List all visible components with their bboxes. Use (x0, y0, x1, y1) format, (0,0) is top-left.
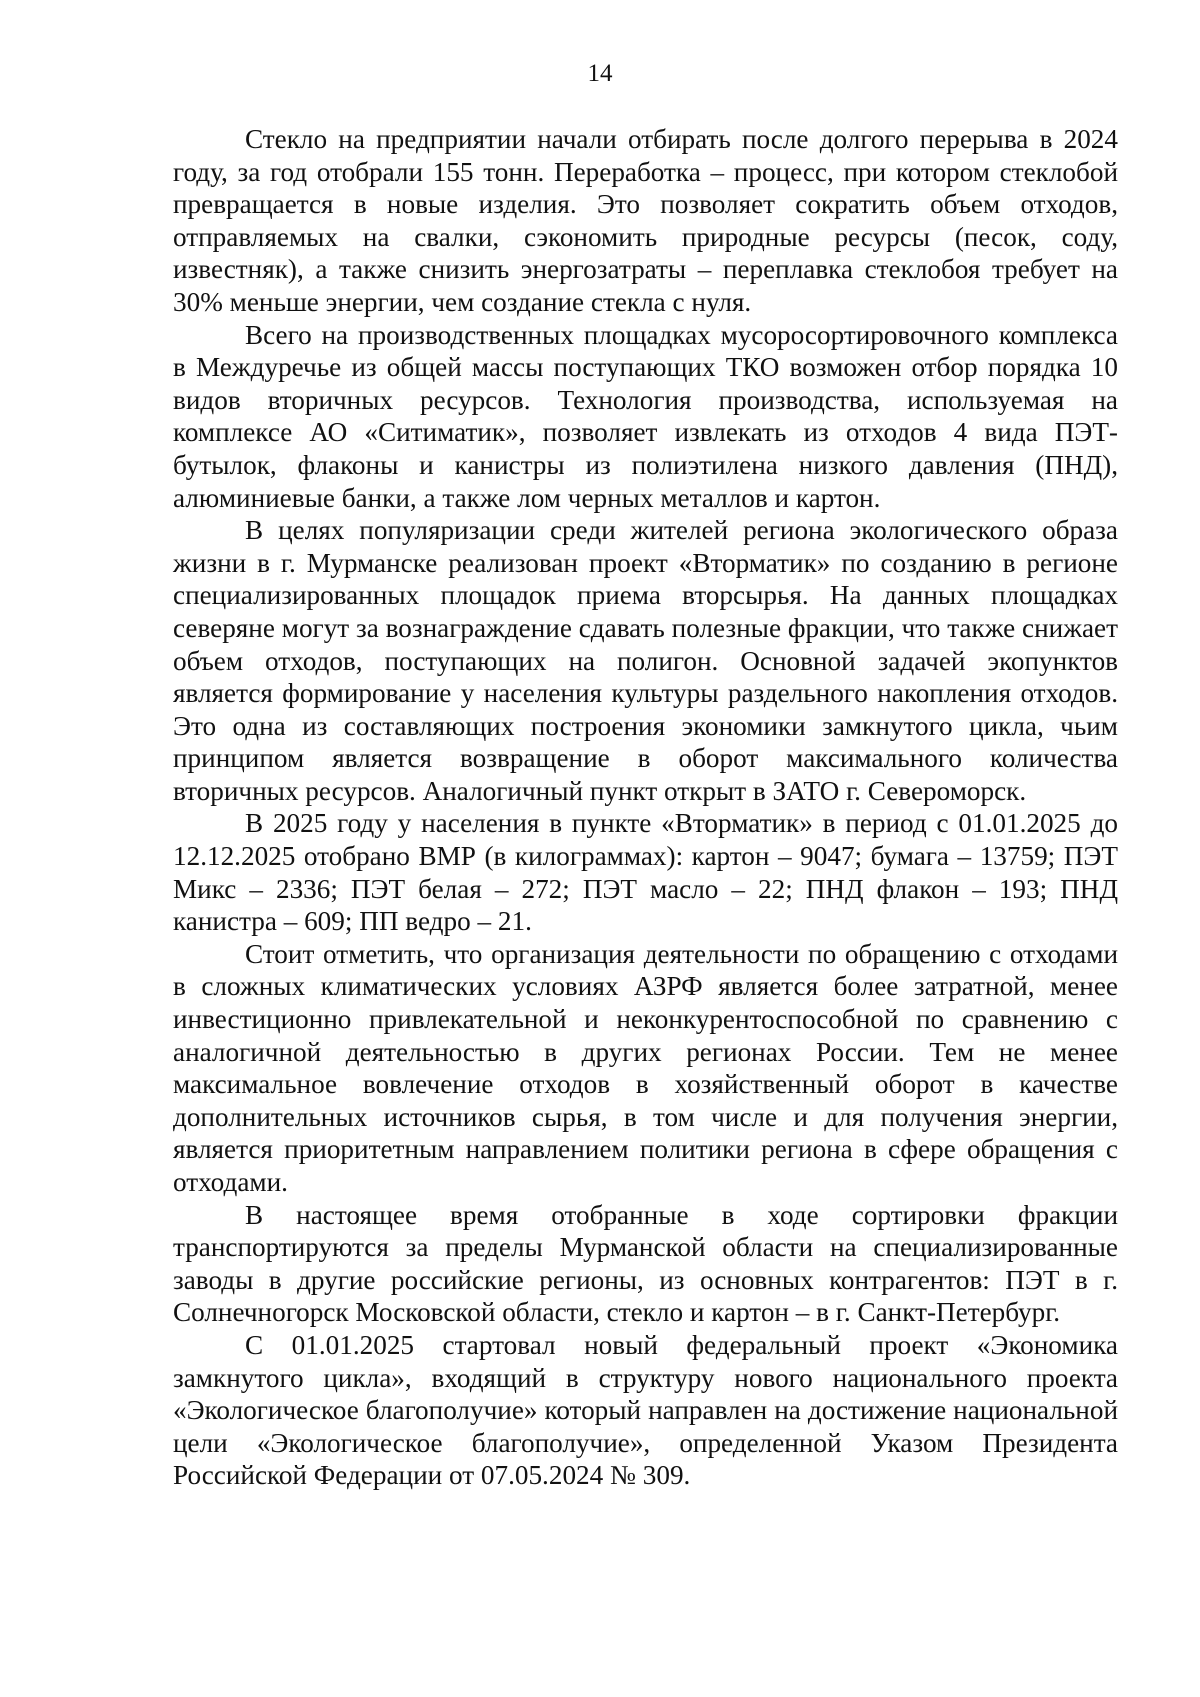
paragraph-glass-recycling: Стекло на предприятии начали отбирать после долгого перерыва в 2024 году, за год отобрали 155 тонн. Переработка – процесс, при котором стеклобой превращается в новые изделия. Это позволяет сократить объем отходов, отправляемых на свалки, сэкономить природные ресурсы (песок, соду, известняк), а также снизить энергозатраты – переплавка стеклобоя требует на 30% меньше энергии, чем создание стекла с нуля. (173, 124, 1118, 317)
paragraph-vtormatik-project: В целях популяризации среди жителей региона экологического образа жизни в г. Мурманске реализован проект «Вторматик» по созданию в регионе специализированных площадок приема вторсырья. На данных площадках северяне могут за вознаграждение сдавать полезные фракции, что также снижает объем отходов, поступающих на полигон. Основной задачей экопунктов является формирование у населения культуры раздельного накопления отходов. Это одна из составляющих построения экономики замкнутого цикла, чьим принципом является возвращение в оборот максимального количества вторичных ресурсов. Аналогичный пункт открыт в ЗАТО г. Североморск. (173, 515, 1118, 806)
document-body (173, 123, 1118, 1492)
paragraph-arctic-conditions: Стоит отметить, что организация деятельности по обращению с отходами в сложных климатических условиях АЗРФ является более затратной, менее инвестиционно привлекательной и неконкурентоспособной по сравнению с аналогичной деятельностью в других регионах России. Тем не менее максимальное вовлечение отходов в хозяйственный оборот в качестве дополнительных источников сырья, в том числе и для получения энергии, является приоритетным направлением политики региона в сфере обращения с отходами. (173, 938, 1118, 1197)
paragraph-federal-project: С 01.01.2025 стартовал новый федеральный проект «Экономика замкнутого цикла», входящий в структуру нового национального проекта «Экологическое благополучие» который направлен на достижение национальной цели «Экологическое благополучие», определенной Указом Президента Российской Федерации от 07.05.2024 № 309. (173, 1329, 1118, 1491)
paragraph-transportation: В настоящее время отобранные в ходе сортировки фракции транспортируются за пределы Мурманской области на специализированные заводы в другие российские регионы, из основных контрагентов: ПЭТ в г. Солнечногорск Московской области, стекло и картон – в г. Санкт-Петербург. (173, 1199, 1118, 1328)
page-number: 14 (587, 60, 613, 87)
paragraph-collected-volumes: В 2025 году у населения в пункте «Вторматик» в период с 01.01.2025 до 12.12.2025 отобрано ВМР (в килограммах): картон – 9047; бумага – 13759; ПЭТ Микс – 2336; ПЭТ белая – 272; ПЭТ масло – 22; ПНД флакон – 193; ПНД канистра – 609; ПП ведро – 21. (173, 808, 1118, 937)
paragraph-secondary-resources: Всего на производственных площадках мусоросортировочного комплекса в Междуречье из общей массы поступающих ТКО возможен отбор порядка 10 видов вторичных ресурсов. Технология производства, используемая на комплексе АО «Ситиматик», позволяет извлекать из отходов 4 вида ПЭТ-бутылок, флаконы и канистры из полиэтилена низкого давления (ПНД), алюминиевые банки, а также лом черных металлов и картон. (173, 319, 1118, 513)
